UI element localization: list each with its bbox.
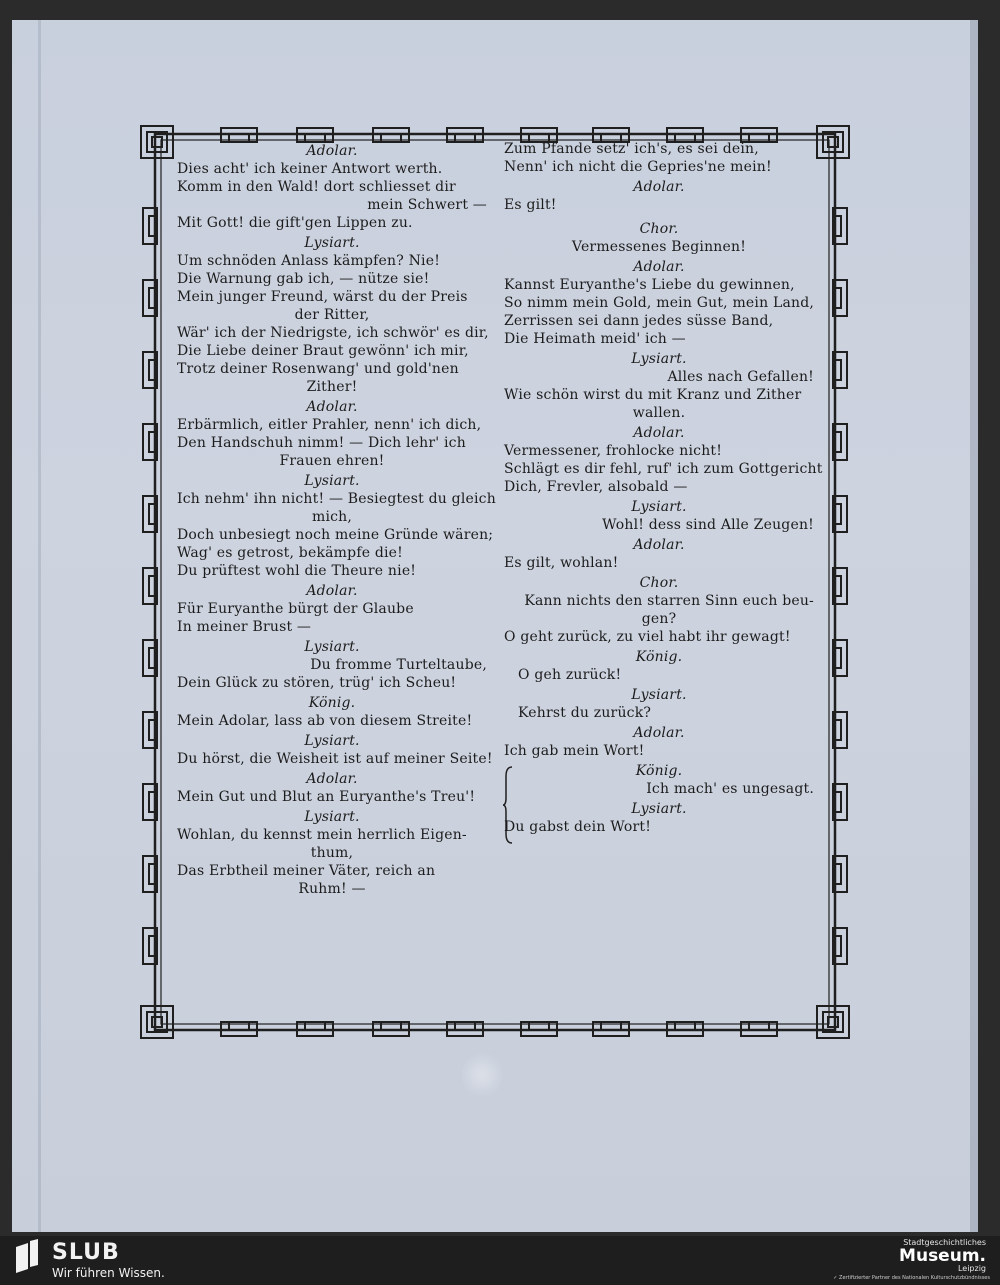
museum-city: Leipzig: [957, 1264, 986, 1273]
verse-line: So nimm mein Gold, mein Gut, mein Land,: [504, 295, 815, 311]
verse-line: Erbärmlich, eitler Prahler, nenn' ich dich,: [177, 417, 482, 433]
verse-line: Du hörst, die Weisheit ist auf meiner Seite!: [177, 751, 493, 767]
verse-line: Die Heimath meid' ich —: [504, 331, 686, 347]
verse-line: Mein Gut und Blut an Euryanthe's Treu'!: [177, 789, 476, 805]
verse-line: Nenn' ich nicht die Gepries'ne mein!: [504, 159, 772, 175]
speaker-name: Adolar.: [633, 425, 685, 441]
speaker-name: Lysiart.: [304, 733, 360, 749]
verse-line: Vermessenes Beginnen!: [571, 239, 747, 255]
verse-line: Schlägt es dir fehl, ruf' ich zum Gottgericht: [504, 461, 823, 477]
speaker-name: König.: [635, 763, 683, 779]
speaker-name: Lysiart.: [304, 473, 360, 489]
verse-line: Zither!: [306, 379, 358, 395]
verse-line: Kann nichts den starren Sinn euch beu-: [524, 593, 814, 609]
speaker-name: Chor.: [639, 221, 679, 237]
verse-line: Wag' es getrost, bekämpfe die!: [177, 545, 403, 561]
speaker-name: König.: [635, 649, 683, 665]
verse-line: Um schnöden Anlass kämpfen? Nie!: [177, 253, 441, 269]
verse-line: Den Handschuh nimm! — Dich lehr' ich: [177, 435, 466, 451]
library-tagline: Wir führen Wissen.: [52, 1266, 165, 1280]
libretto-left-column: [177, 140, 496, 898]
verse-line: Wohl! dess sind Alle Zeugen!: [602, 517, 814, 533]
verse-line: Ich nehm' ihn nicht! — Besiegtest du gleich: [177, 491, 496, 507]
speaker-name: Lysiart.: [631, 687, 687, 703]
verse-line: O geh zurück!: [518, 667, 622, 683]
slub-logo-icon: [14, 1239, 40, 1273]
verse-line: Ich gab mein Wort!: [504, 743, 645, 759]
paper-edge: [970, 20, 978, 1232]
verse-line: Mein Adolar, lass ab von diesem Streite!: [177, 713, 473, 729]
speaker-name: Adolar.: [306, 143, 358, 159]
verse-line: Du fromme Turteltaube,: [310, 657, 487, 673]
verse-line: Ruhm! —: [298, 881, 366, 897]
verse-line: Kehrst du zurück?: [518, 705, 652, 721]
speaker-name: Adolar.: [306, 771, 358, 787]
verse-line: Vermessener, frohlocke nicht!: [504, 443, 723, 459]
speaker-name: Adolar.: [306, 399, 358, 415]
verse-line: Kannst Euryanthe's Liebe du gewinnen,: [504, 277, 795, 293]
verse-line: Dich, Frevler, alsobald —: [504, 479, 688, 495]
paper-fold: [38, 20, 41, 1232]
libretto-right-column: [504, 140, 823, 836]
speaker-name: Adolar.: [633, 179, 685, 195]
verse-line: In meiner Brust —: [177, 619, 312, 635]
verse-line: Mein junger Freund, wärst du der Preis: [177, 289, 468, 305]
verse-line: Zum Pfande setz' ich's, es sei dein,: [504, 141, 759, 157]
speaker-name: Lysiart.: [304, 639, 360, 655]
verse-line: mein Schwert —: [367, 197, 487, 213]
verse-line: Alles nach Gefallen!: [667, 369, 814, 385]
verse-line: thum,: [310, 845, 354, 861]
speaker-name: Lysiart.: [631, 351, 687, 367]
speaker-name: Lysiart.: [304, 235, 360, 251]
speaker-name: Lysiart.: [304, 809, 360, 825]
embossed-stamp: [462, 1050, 502, 1100]
verse-line: Doch unbesiegt noch meine Gründe wären;: [177, 527, 494, 543]
verse-line: Für Euryanthe bürgt der Glaube: [177, 601, 414, 617]
speaker-name: Adolar.: [633, 259, 685, 275]
speaker-name: König.: [308, 695, 356, 711]
verse-line: Dein Glück zu stören, trüg' ich Scheu!: [177, 675, 457, 691]
verse-line: O geht zurück, zu viel habt ihr gewagt!: [504, 629, 791, 645]
verse-line: Mit Gott! die gift'gen Lippen zu.: [177, 215, 413, 231]
verse-line: Ich mach' es ungesagt.: [646, 781, 814, 797]
verse-line: wallen.: [632, 405, 686, 421]
verse-line: Wie schön wirst du mit Kranz und Zither: [504, 387, 802, 403]
museum-name: Museum.: [899, 1246, 986, 1266]
verse-line: Wär' ich der Niedrigste, ich schwör' es dir,: [177, 325, 489, 341]
verse-line: Du gabst dein Wort!: [504, 819, 652, 835]
verse-line: gen?: [641, 611, 677, 627]
verse-line: Es gilt!: [504, 197, 557, 213]
verse-line: Frauen ehren!: [279, 453, 385, 469]
speaker-name: Adolar.: [633, 537, 685, 553]
verse-line: Wohlan, du kennst mein herrlich Eigen-: [177, 827, 467, 843]
verse-line: Die Liebe deiner Braut gewönn' ich mir,: [177, 343, 469, 359]
verse-line: der Ritter,: [294, 307, 370, 323]
verse-line: Komm in den Wald! dort schliesset dir: [177, 179, 456, 195]
verse-line: Das Erbtheil meiner Väter, reich an: [177, 863, 436, 879]
speaker-name: Lysiart.: [631, 801, 687, 817]
verse-line: Du prüftest wohl die Theure nie!: [177, 563, 417, 579]
verse-line: Dies acht' ich keiner Antwort werth.: [177, 161, 443, 177]
verse-line: Zerrissen sei dann jedes süsse Band,: [504, 313, 774, 329]
speaker-name: Adolar.: [633, 725, 685, 741]
verse-line: mich,: [311, 509, 353, 525]
speaker-name: Chor.: [639, 575, 679, 591]
speaker-name: Lysiart.: [631, 499, 687, 515]
museum-prefix: Stadtgeschichtliches: [903, 1238, 986, 1247]
verse-line: Es gilt, wohlan!: [504, 555, 619, 571]
verse-line: Trotz deiner Rosenwang' und gold'nen: [177, 361, 459, 377]
verse-line: Die Warnung gab ich, — nütze sie!: [177, 271, 430, 287]
museum-certificate: ✓ Zertifizierter Partner des Nationalen Kulturschutzbündnisses: [833, 1275, 990, 1281]
speaker-name: Adolar.: [306, 583, 358, 599]
library-name: SLUB: [52, 1240, 120, 1265]
